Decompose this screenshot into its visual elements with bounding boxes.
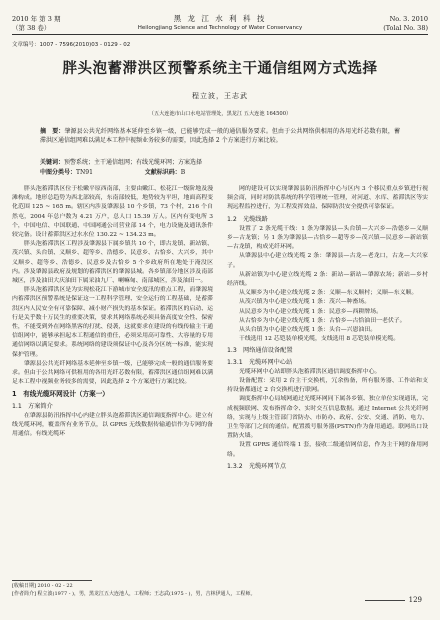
paragraph: 干线选用 12 芯铠装单模光缆，支线选用 8 芯铠装单模光缆。 bbox=[239, 336, 400, 343]
volume-label: （第 38 卷） bbox=[12, 24, 51, 32]
paragraph: 从义顺乡为中心建立线光缆 2 条：义顺—东义顺村；义顺—东义顺。 bbox=[239, 290, 418, 297]
subsubsection-heading: 1.3.2 光缆环网节点 bbox=[227, 462, 287, 470]
abstract bbox=[40, 127, 400, 145]
subsubsection-heading: 1.3.1 光缆环网中心站 bbox=[227, 358, 293, 366]
journal-name-en: Heilongjiang Science and Technology of Water Conservancy bbox=[137, 25, 303, 31]
paragraph: 在肇源县防汛指挥中心内建立胖头泡蓄滞洪区通信调度指挥中心。建立有线光缆环网，覆盖所有业务节点，以 GPRS 无线数据传输通信作为专网的备用通信。有线光缆环 bbox=[12, 412, 213, 438]
received-date: [收稿日期] 2010 - 02 - 22 bbox=[12, 583, 73, 589]
paragraph: 设置了 2 条光缆干线：1 条为肇源县—头台镇—大兴乡—浩德乡—义顺乡—古龙镇；另 1 条为肇源县—古恰乡—超等乡—茂兴镇—民意乡—新站镇—古龙镇，构成光纤环网。 bbox=[227, 225, 428, 251]
paragraph: 从民意乡为中心建立线光缆 1 条：民意乡—西耕牌场。 bbox=[239, 308, 382, 315]
subsection-heading: 1.1 方案简介 bbox=[12, 402, 53, 410]
clc-value: TN91 bbox=[76, 169, 93, 176]
classification bbox=[40, 168, 400, 177]
subsection-heading: 1.3 网络通信设备配置 bbox=[227, 347, 293, 355]
paragraph: 从头台镇为中心建立线光缆 1 条：头台—兴恩油田。 bbox=[239, 327, 377, 334]
paragraph: 肇源县公共光纤网络基本延伸至乡镇一级，已能够完成一般的通信服务要求。但由于公共网络可供租用的各用光纤芯数有限，蓄滞洪区通信组网难以满足本工程中视频业务较多的需要，因此选择 2 个方案进行方案比较。 bbox=[12, 360, 213, 386]
clc-label: 中图分类号： bbox=[40, 169, 77, 176]
paragraph: 胖头泡蓄滞洪区工程涉及肇源县下属乡镇共 10 个，即古龙镇、新站镇、茂兴镇、头台镇、义顺乡、超等乡、浩德乡、民意乡、古恰乡、大兴乡，其中义顺乡、超等乡、浩德乡、民意乡及古恰乡 5 个乡政府所在地处于淹没区内。涉及肇源县政府及规划的蓄滞洪区的肇源县城。各乡镇部分地区涉及南部城区，涉及油田大庆油田下属采油九厂、喇嘛甸、南部城区，涉及油田一。 bbox=[12, 241, 213, 285]
paragraph: 胖头泡蓄滞洪区位于松嫩平原西南部，主要由嫩江、松花江一级阶地及漫滩构成。地形总趋势为西北部较高，东南部较低，地势较为平坦，地面高程变化范围 125 ~ 165 m。辖区内涉及肇源县 10 个乡镇，73 个村，216 个自然屯，2004 年总户数为 4.21 万户，总人口 15.39 万人。区内有变电所 3 个，中国电信、中国联通、中国网通公司营业部 14 个，电力设施及通讯条件较完备。设计蓄滞洪区过水水位 130.22 ~ 134.23 m。 bbox=[12, 186, 213, 239]
header-rule bbox=[12, 34, 428, 35]
doc-code-label: 文献标识码： bbox=[144, 169, 181, 176]
footnote-rule bbox=[12, 580, 92, 581]
paragraph: 设置 GPRS 通信终端 1 套，接收二级通信网信息，作为主干网的备用网络。 bbox=[227, 442, 428, 458]
issue-label: 2010 年 第 3 期 bbox=[12, 15, 61, 23]
left-column bbox=[12, 185, 213, 439]
article-number: 文章编号：1007 - 7596(2010)03 - 0129 - 02 bbox=[12, 42, 131, 48]
total-number: (Tolal No. 38) bbox=[383, 24, 428, 32]
page-number: 129 bbox=[408, 596, 422, 604]
keywords-label: 关键词： bbox=[40, 159, 65, 166]
issue-number-en: No. 3. 2010 bbox=[389, 15, 428, 23]
paragraph: 从茂兴镇为中心建立线光缆 1 条：茂兴—种畜场。 bbox=[239, 299, 371, 306]
journal-name: 黑 龙 江 水 利 科 技 bbox=[173, 14, 267, 23]
affiliation: （五大连池市山口水电站管理处，黑龙江 五大连池 164500） bbox=[148, 111, 292, 117]
paragraph: 光缆环网中心站即胖头泡蓄滞洪区通信调度指挥中心。 bbox=[239, 368, 381, 375]
subsection-heading: 1.2 光缆线路 bbox=[227, 215, 268, 223]
section-heading: 1 有线光缆环网设计（方案一） bbox=[12, 390, 109, 399]
doc-code-value: B bbox=[180, 169, 186, 176]
abstract-label: 摘 要： bbox=[40, 128, 65, 135]
keywords-text: 预警系统；主干通信组网；有线光缆环网；方案选择 bbox=[64, 159, 203, 166]
right-column bbox=[227, 185, 428, 472]
paragraph: 胖头泡蓄滞洪区是为实现松花江下游城市安全度汛的重点工程，而肇源境内蓄滞洪区预警系统是保证这一工程科学管理、安全运行的工程基础，是蓄滞洪区内人民安全有可靠保障、减小财产损失的基本保证。蓄滞洪区的启动、运行是关乎数十万民生的重要决策，要求其网络系统必须具备高度安全性、保密性，不能受到外在网络黑客的打扰、侵袭，这就要求在建设的有线传输主干通信组网中，能够承担起本工程通信的重任，必须采用高可靠性、大容量的专用通信网络以满足要求。系统网络的建设须保证中心及各分区统一标准，能实现保护管理。 bbox=[12, 287, 213, 358]
paragraph: 从古恰乡为中心建立线光缆 1 条：古恰乡—古恰油田一老伏子。 bbox=[239, 317, 406, 324]
paragraph: 设备配置：采用 2 台主干交换机，冗余热备，所有服务器、工作站和支持设备都通过 2 台交换机进行联网。 bbox=[227, 378, 428, 394]
paragraph: 从新站镇为中心建立线光缆 2 条：新站—新站—肇源农场；新站—乡村经济线。 bbox=[227, 271, 428, 288]
authors: 程立波，王志武 bbox=[192, 92, 248, 100]
paragraph: 网的建设可以实现肇源县防汛指挥中心与区内 3 个移民重点乡镇进行视频会商，同时对防洪系统的科学管理统一管理，对河道、水库、蓄滞洪区等实现远程监控进行，为工程发挥效益、保障防洪安全提供可靠保证。 bbox=[227, 186, 428, 211]
article-title: 胖头泡蓄滞洪区预警系统主干通信组网方式选择 bbox=[62, 61, 378, 77]
abstract-text: 肇源县公共光纤网络基本延伸至乡镇一级，已能够完成一般的通信服务要求。但由于公共网络供相用的各用光纤芯数有限，蓄滞洪区通信组网难以满足本工程中视频业务较多的需要，因此选择 2 个方案进行方案比较。 bbox=[40, 128, 400, 144]
author-bio: [作者简介] 程立波(1977 - )，男，黑龙江五大连池人，工程师；王志武(1975 - )，男，吉林伊通人，工程师。 bbox=[12, 591, 256, 597]
paragraph: 从肇源县中心建立线光缆 2 条：肇源县—古龙—老龙口，古龙—大兴家子。 bbox=[227, 253, 428, 269]
paragraph: 调度指挥中心局域网通过光缆环网同下属各乡镇、独立单位实现通讯，完成视频联网、发布指挥命令、实时交互信息数据。通过 Internet 公共光纤网络，实现与上级主管部门省防办、市防办、政府、公安、交通、消防、电力、卫生等部门之间的通信。配置拨号服务器(PSTN)作为备用通道。联网出口设置防火墙。 bbox=[227, 396, 428, 440]
keywords bbox=[40, 158, 400, 167]
